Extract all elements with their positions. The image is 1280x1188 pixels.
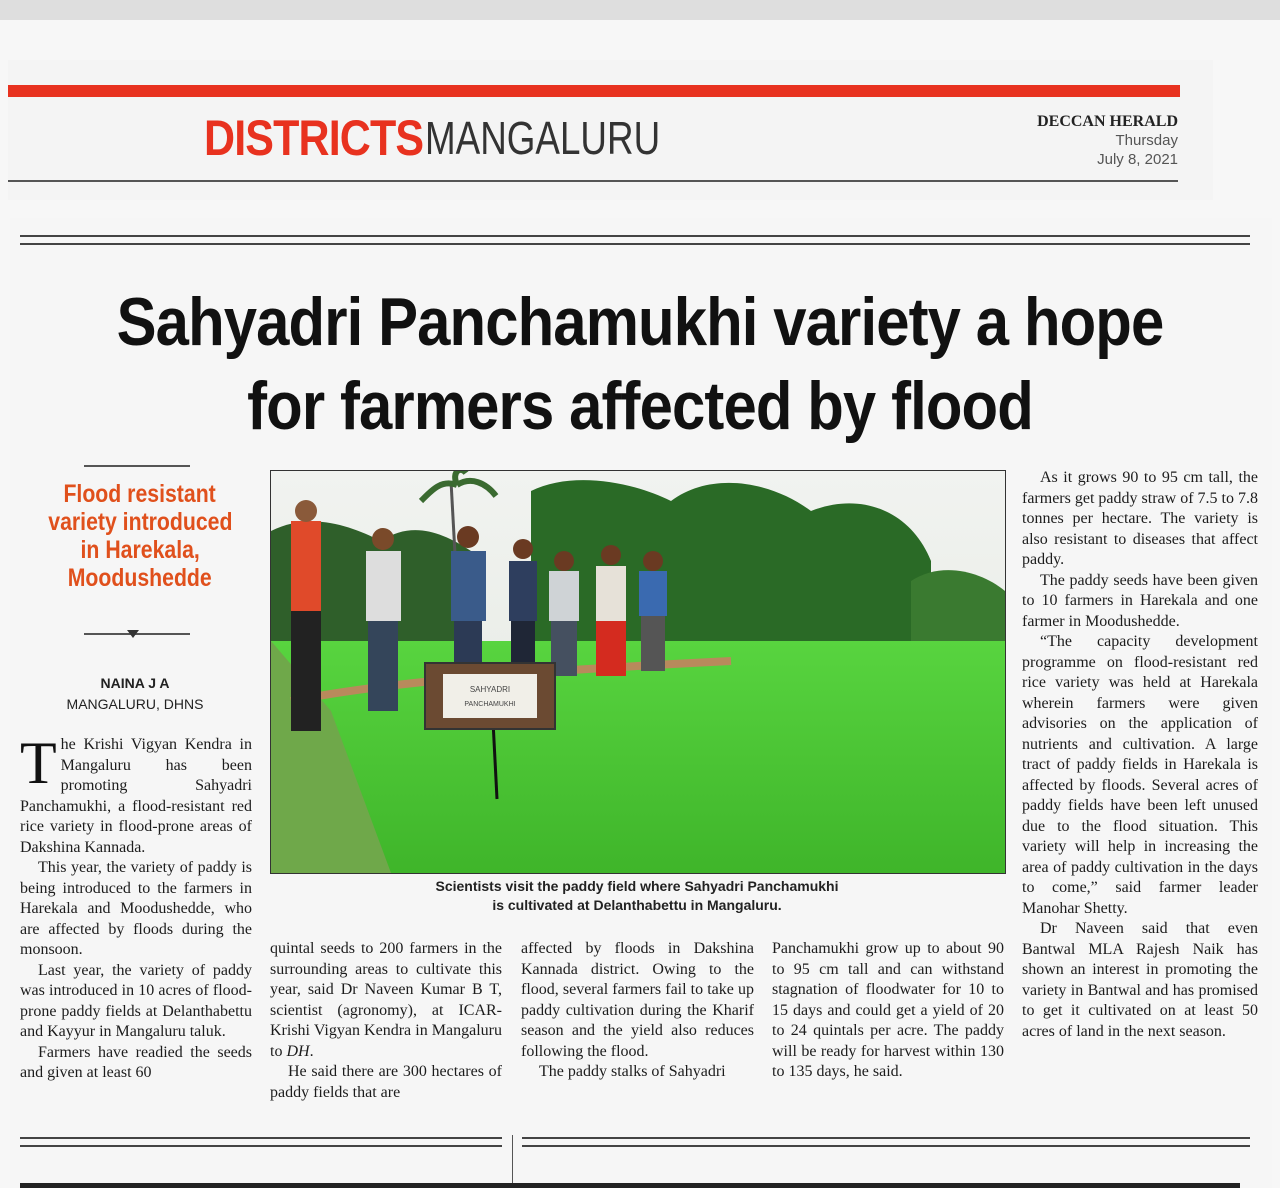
section-red-bar [8,85,1180,97]
paragraph: affected by floods in Dakshina Kannada district. Owing to the flood, several farmers fail to take up paddy cultivation during the Kharif season and the yield also reduces following the flood. [521,940,754,1060]
sign-text-line-1: SAHYADRI [469,685,511,694]
caption-line-1: Scientists visit the paddy field where Sahyadri Panchamukhi [435,878,839,894]
paper-initials: DH [286,1042,310,1060]
sign-text-line-2: PANCHAMUKHI [464,701,516,708]
deck-top-rule [84,465,190,467]
article-photo [270,470,1006,874]
paddy-field-photo [271,471,1005,873]
paragraph [270,939,502,1062]
article-column-5 [1022,468,1258,1042]
paragraph: “The capacity development programme on flood-resistant red rice variety was held at Harekala wherein farmers were given advisories on the application of nutrients and cultivation. A large tract of paddy fields in Harekala is affected by floods. Several acres of paddy fields have been left unused due to the flood situation. This variety will help in increasing the area of paddy cultivation in the days to come,” said farmer leader Manohar Shetty. [1022,633,1258,917]
bottom-double-rule-left [20,1137,502,1147]
newspaper-name: DECCAN HERALD [1037,113,1178,130]
section-city: MANGALURU [425,112,661,164]
byline-name: NAINA J A [100,675,170,691]
paragraph: As it grows 90 to 95 cm tall, the farmers get paddy straw of 7.5 to 7.8 tonnes per hectare. The variety is also resistant to diseases that affect paddy. [1022,469,1258,568]
article-column-3 [521,939,754,1083]
paragraph [20,730,252,858]
headline-line-1: Sahyadri Panchamukhi variety a hope [116,284,1164,360]
paragraph: This year, the variety of paddy is being introduced to the farmers in Harekala and Moodushedde, who are affected by floods during the monsoon. [20,859,252,958]
deck-arrow-icon [127,630,139,638]
paragraph-end: . [309,1042,314,1060]
deck-line-3: in Harekala, [80,536,200,564]
byline [40,673,230,715]
article-column-2 [270,939,502,1103]
paragraph: He said there are 300 hectares of paddy fields that are [270,1063,502,1101]
bottom-double-rule-right [522,1137,1250,1147]
paragraph: Dr Naveen said that even Bantwal MLA Rajesh Naik has shown an interest in promoting the variety in Bantwal and has promised to get it cultivated on at least 50 acres of land in the next season. [1022,920,1258,1040]
header-rule [8,180,1178,182]
paragraph-text: quintal seeds to 200 farmers in the surrounding areas to cultivate this year, said Dr Naveen Kumar B T, scientist (agronomy), at ICAR-Krishi Vigyan Kendra in Mangaluru to [270,940,502,1060]
section-label: DISTRICTS [204,110,424,166]
top-double-rule [20,235,1250,245]
headline [30,280,1250,448]
deck-line-1: Flood resistant [63,480,217,508]
paragraph: The paddy stalks of Sahyadri [539,1063,726,1080]
deck-line-4: Moodushedde [67,564,213,592]
masthead [1037,112,1178,169]
headline-line-2: for farmers affected by flood [247,368,1033,444]
paragraph-text: he Krishi Vigyan Kendra in Mangaluru has been promoting Sahyadri Panchamukhi, a flood-resistant red rice variety in flood-prone areas of Dakshina Kannada. [20,736,252,856]
column-divider [512,1135,513,1187]
paragraph: Farmers have readied the seeds and given at least 60 [20,1043,252,1081]
paragraph: Last year, the variety of paddy was introduced in 10 acres of flood-prone paddy fields at Delanthabettu and Kayyur in Mangaluru taluk. [20,961,252,1040]
photo-caption [270,877,1004,915]
byline-place: MANGALURU, DHNS [66,696,204,712]
deck-line-2: variety introduced [47,508,233,536]
paragraph: Panchamukhi grow up to about 90 to 95 cm tall and can withstand stagnation of floodwater for 10 to 15 days and could get a yield of 20 to 24 quintals per acre. The paddy will be ready for harvest within 130 to 135 days, he said. [772,940,1004,1080]
paragraph: The paddy seeds have been given to 10 farmers in Harekala and one farmer in Moodushedde. [1022,571,1258,630]
publication-day: Thursday [1115,132,1178,149]
top-margin [0,0,1280,20]
article-column-1 [20,730,252,1084]
article-column-4 [772,939,1004,1083]
drop-cap: T [20,730,57,796]
next-article-edge [20,1183,1240,1188]
caption-line-2: is cultivated at Delanthabettu in Mangaluru. [492,897,782,913]
publication-date: July 8, 2021 [1097,151,1178,168]
deck [30,480,250,592]
